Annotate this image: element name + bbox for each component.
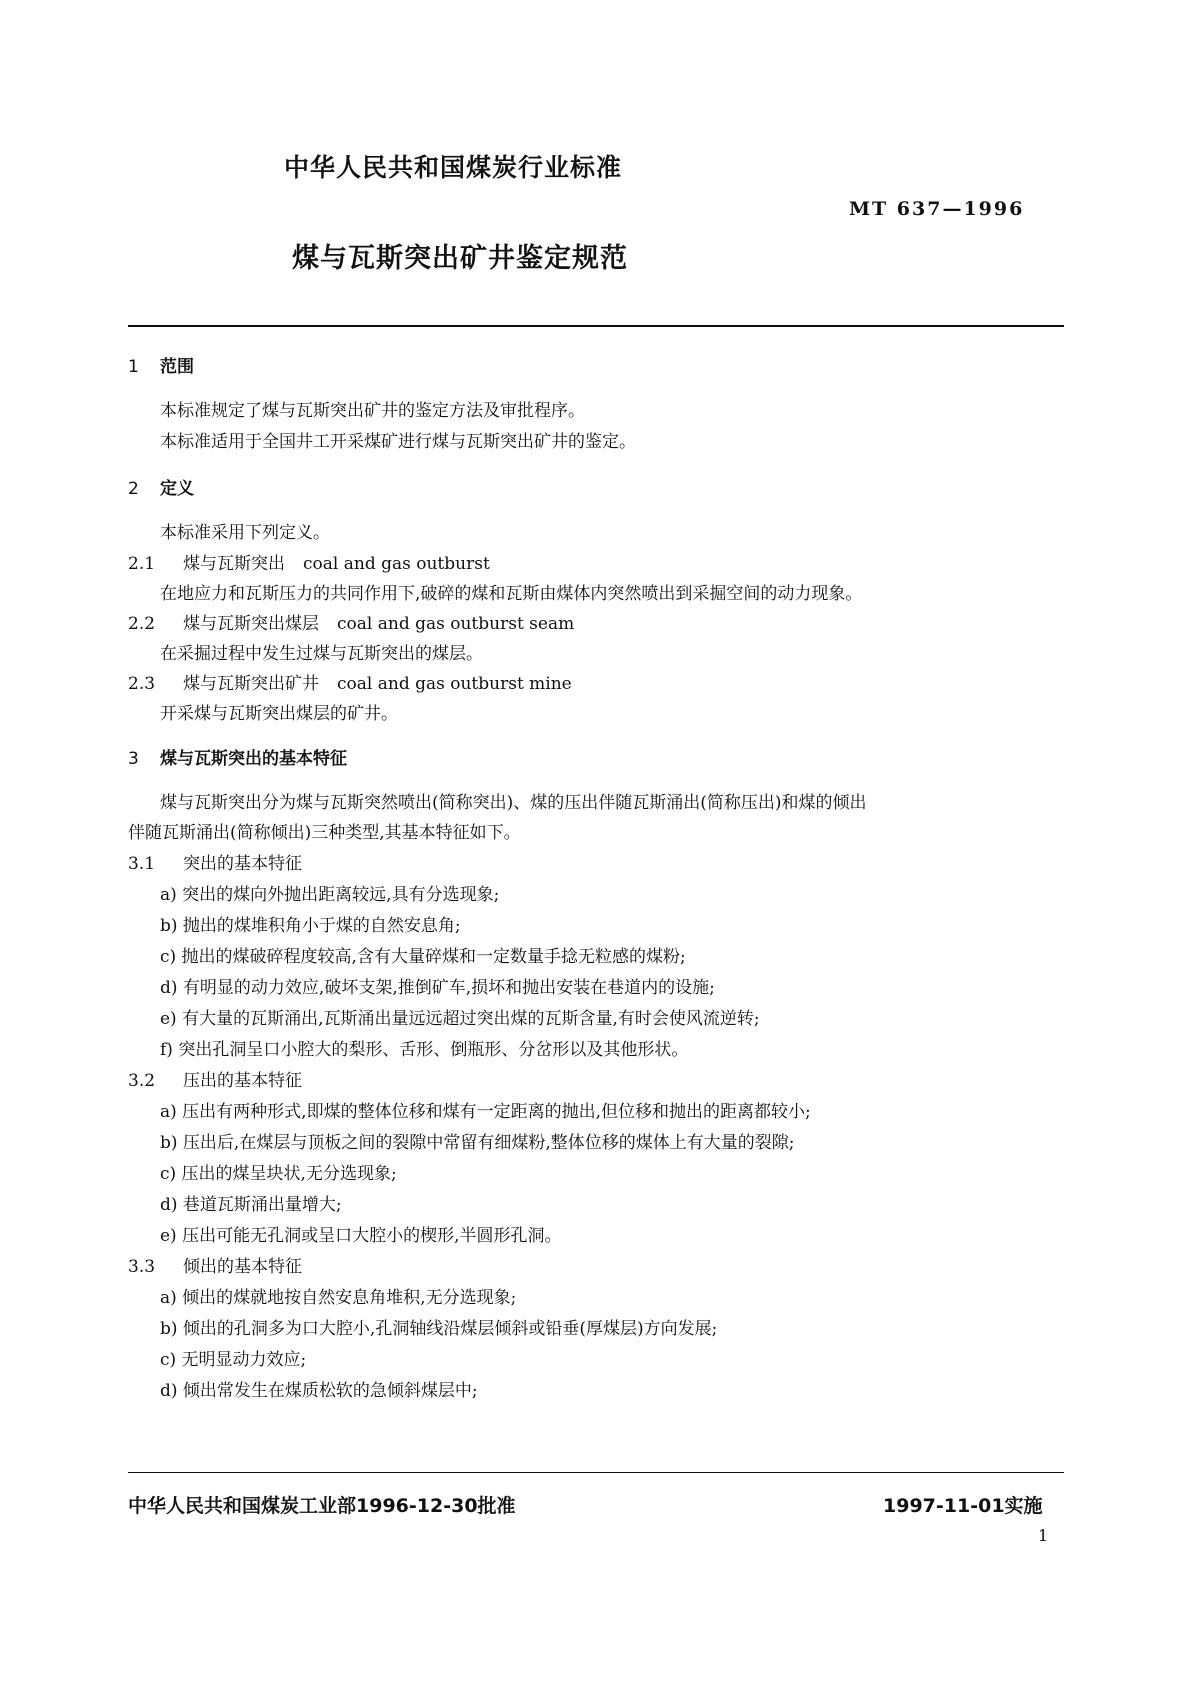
clause-3-1-heading — [128, 849, 302, 874]
definition-2-1-heading — [128, 549, 490, 574]
definition-2-2-text: 在采掘过程中发生过煤与瓦斯突出的煤层。 — [160, 644, 483, 664]
section-1-paragraph-1: 本标准规定了煤与瓦斯突出矿井的鉴定方法及审批程序。 — [160, 401, 585, 421]
approval-line: 中华人民共和国煤炭工业部1996-12-30批准 — [128, 1495, 516, 1517]
section-1-paragraph-2: 本标准适用于全国井工开采煤矿进行煤与瓦斯突出矿井的鉴定。 — [160, 432, 636, 452]
page-number: 1 — [1038, 1526, 1049, 1545]
footer-divider — [128, 1472, 1064, 1473]
term-english: coal and gas outburst seam — [337, 614, 575, 634]
clause-3-2-heading — [128, 1066, 302, 1091]
term: 煤与瓦斯突出矿井 — [183, 674, 319, 694]
term-english: coal and gas outburst mine — [337, 674, 572, 694]
clause-number: 2.3 — [128, 674, 156, 694]
standard-org-title: 中华人民共和国煤炭行业标准 — [284, 153, 623, 182]
section-3-intro-line-2: 伴随瓦斯涌出(简称倾出)三种类型,其基本特征如下。 — [128, 823, 521, 843]
list-item: a) 倾出的煤就地按自然安息角堆积,无分选现象; — [160, 1288, 517, 1308]
clause-title: 突出的基本特征 — [183, 854, 302, 874]
definition-2-3-text: 开采煤与瓦斯突出煤层的矿井。 — [160, 704, 398, 724]
section-title: 范围 — [160, 357, 194, 377]
effective-date: 1997-11-01实施 — [883, 1495, 1043, 1517]
term: 煤与瓦斯突出 — [183, 554, 285, 574]
term: 煤与瓦斯突出煤层 — [183, 614, 319, 634]
list-item: c) 抛出的煤破碎程度较高,含有大量碎煤和一定数量手捻无粒感的煤粉; — [160, 947, 686, 967]
term-english: coal and gas outburst — [303, 554, 490, 574]
header-divider — [128, 325, 1064, 327]
clause-number: 3.3 — [128, 1257, 156, 1277]
section-2-intro: 本标准采用下列定义。 — [160, 523, 330, 543]
section-title: 定义 — [160, 479, 194, 499]
clause-number: 3.2 — [128, 1071, 156, 1091]
section-3-heading — [128, 744, 347, 769]
section-3-intro-line-1: 煤与瓦斯突出分为煤与瓦斯突然喷出(简称突出)、煤的压出伴随瓦斯涌出(简称压出)和煤的倾出 — [160, 793, 867, 813]
clause-number: 2.1 — [128, 554, 156, 574]
list-item: e) 有大量的瓦斯涌出,瓦斯涌出量远远超过突出煤的瓦斯含量,有时会使风流逆转; — [160, 1009, 760, 1029]
list-item: a) 突出的煤向外抛出距离较远,具有分选现象; — [160, 885, 500, 905]
list-item: b) 抛出的煤堆积角小于煤的自然安息角; — [160, 916, 461, 936]
list-item: a) 压出有两种形式,即煤的整体位移和煤有一定距离的抛出,但位移和抛出的距离都较小; — [160, 1102, 811, 1122]
list-item: c) 压出的煤呈块状,无分选现象; — [160, 1164, 397, 1184]
definition-2-1-text: 在地应力和瓦斯压力的共同作用下,破碎的煤和瓦斯由煤体内突然喷出到采掘空间的动力现象。 — [160, 584, 863, 604]
clause-number: 3.1 — [128, 854, 156, 874]
section-title: 煤与瓦斯突出的基本特征 — [160, 749, 347, 769]
list-item: d) 有明显的动力效应,破坏支架,推倒矿车,损坏和抛出安装在巷道内的设施; — [160, 978, 715, 998]
list-item: c) 无明显动力效应; — [160, 1350, 307, 1370]
list-item: f) 突出孔洞呈口小腔大的梨形、舌形、倒瓶形、分岔形以及其他形状。 — [160, 1040, 689, 1060]
list-item: e) 压出可能无孔洞或呈口大腔小的楔形,半圆形孔洞。 — [160, 1226, 562, 1246]
standard-code: MT 637—1996 — [849, 198, 1025, 220]
clause-number: 2.2 — [128, 614, 156, 634]
clause-title: 压出的基本特征 — [183, 1071, 302, 1091]
list-item: d) 倾出常发生在煤质松软的急倾斜煤层中; — [160, 1381, 478, 1401]
section-1-heading — [128, 352, 194, 377]
document-title: 煤与瓦斯突出矿井鉴定规范 — [292, 243, 628, 274]
section-number: 1 — [128, 357, 139, 377]
list-item: b) 压出后,在煤层与顶板之间的裂隙中常留有细煤粉,整体位移的煤体上有大量的裂隙; — [160, 1133, 795, 1153]
clause-3-3-heading — [128, 1252, 302, 1277]
list-item: d) 巷道瓦斯涌出量增大; — [160, 1195, 342, 1215]
clause-title: 倾出的基本特征 — [183, 1257, 302, 1277]
section-number: 3 — [128, 749, 139, 769]
list-item: b) 倾出的孔洞多为口大腔小,孔洞轴线沿煤层倾斜或铅垂(厚煤层)方向发展; — [160, 1319, 718, 1339]
section-number: 2 — [128, 479, 139, 499]
definition-2-2-heading — [128, 609, 574, 634]
definition-2-3-heading — [128, 669, 572, 694]
section-2-heading — [128, 474, 194, 499]
